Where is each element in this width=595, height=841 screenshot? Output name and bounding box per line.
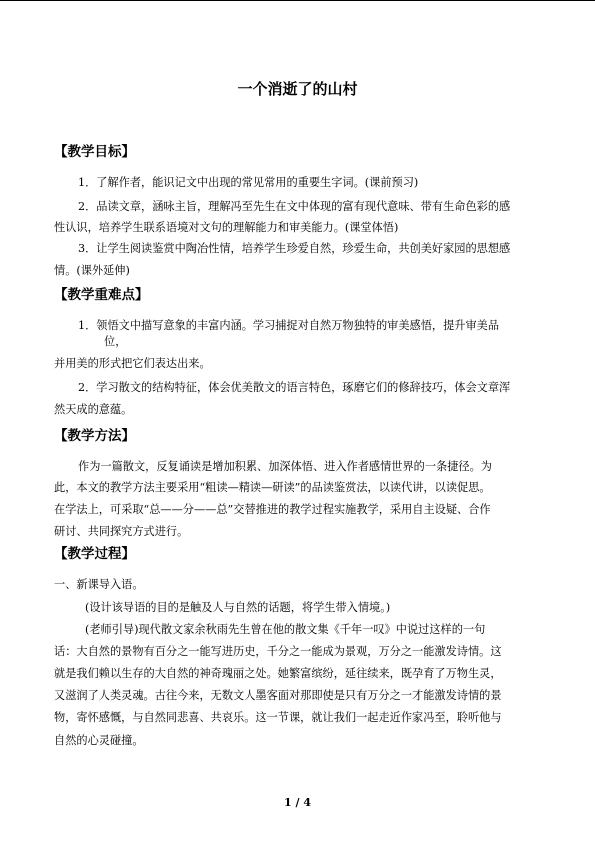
methods-line-2: 此，本文的教学方法主要采用“粗读—精读—研读”的品读鉴赏法，以读代讲，以读促思。 xyxy=(54,481,491,494)
process-line-6: 又滋润了人类灵魂。古往今来，无数文人墨客面对那即使是只有万分之一才能激发诗情的景 xyxy=(54,689,502,702)
keypoints-line-2: 位， xyxy=(104,335,127,348)
goals-line-5: 情。(课外延伸) xyxy=(54,264,130,277)
page-number: 1 / 4 xyxy=(284,796,311,809)
keypoints-line-5: 然天成的意蕴。 xyxy=(54,403,133,416)
process-line-2: (设计该导语的目的是触及人与自然的话题，将学生带入情境。) xyxy=(85,601,391,614)
goals-line-1: 1．了解作者，能识记文中出现的常见常用的重要生字词。(课前预习) xyxy=(78,176,419,189)
page-title: 一个消逝了的山村 xyxy=(237,80,358,98)
keypoints-line-1: 1．领悟文中描写意象的丰富内涵。学习捕捉对自然万物独特的审美感悟，提升审美品 xyxy=(78,319,500,332)
methods-line-4: 研讨、共同探究方式进行。 xyxy=(54,525,189,538)
process-line-5: 就是我们赖以生存的大自然的神奇瑰丽之处。她繁富缤纷，延往续来，既孕育了万物生灵， xyxy=(54,667,502,680)
section-heading-keypoints: 【教学重难点】 xyxy=(54,287,149,303)
goals-line-3: 性认识，培养学生联系语境对文句的理解能力和审美能力。(课堂体悟) xyxy=(54,221,399,234)
methods-line-3: 在学法上，可采取“总——分——总”交替推进的教学过程实施教学，采用自主设疑、合作 xyxy=(54,503,491,516)
methods-line-1: 作为一篇散文，反复诵读是增加积累、加深体悟、进入作者感情世界的一条捷径。为 xyxy=(78,460,492,473)
section-heading-goals: 【教学目标】 xyxy=(54,144,135,160)
process-line-8: 自然的心灵碰撞。 xyxy=(54,734,144,747)
keypoints-line-3: 并用美的形式把它们表达出来。 xyxy=(54,357,211,370)
process-line-3: (老师引导)现代散文家余秋雨先生曾在他的散文集《千年一叹》中说过这样的一句 xyxy=(85,623,486,636)
process-line-7: 物，寄怀感慨，与自然同悲喜、共哀乐。这一节课，就让我们一起走近作家冯至，聆听他与 xyxy=(54,711,502,724)
section-heading-methods: 【教学方法】 xyxy=(54,428,135,444)
process-line-1: 一、新课导入语。 xyxy=(54,578,144,591)
goals-line-2: 2．品读文章，涵咏主旨，理解冯至先生在文中体现的富有现代意味、带有生命色彩的感 xyxy=(78,200,511,213)
section-heading-process: 【教学过程】 xyxy=(54,546,135,562)
keypoints-line-4: 2．学习散文的结构特征，体会优美散文的语言特色，琢磨它们的修辞技巧，体会文章浑 xyxy=(78,381,511,394)
process-line-4: 话：大自然的景物有百分之一能写进历史，千分之一能成为景观，万分之一能激发诗情。这 xyxy=(54,645,502,658)
header-rule xyxy=(0,0,595,1)
goals-line-4: 3．让学生阅读鉴赏中陶冶性情，培养学生珍爱自然，珍爱生命，共创美好家园的思想感 xyxy=(78,242,511,255)
